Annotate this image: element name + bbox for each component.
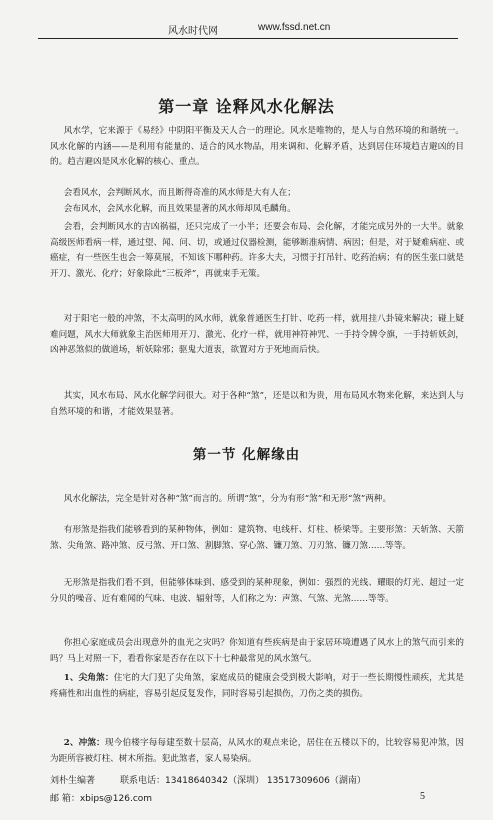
footer-editor: 刘朴生编著	[50, 776, 96, 786]
header-site-name: 风水时代网	[168, 26, 218, 37]
chapter-title: 第一章 诠释风水化解法	[158, 97, 335, 116]
intro-paragraph: 对于阳宅一般的冲煞，不太高明的风水师，就象普通医生打针、吃药一样，就用挂八卦镜来解决；碰上疑难问题，风水大师就象主治医师用开刀、激光、化疗一样，就用神符神咒、一手持令牌令旗，一手持斩妖剑，凶神恶煞似的做道场，斩妖除邪；驱鬼大道衷，欲置对方于死地而后快。	[50, 314, 464, 355]
intro-paragraph: 其实，风水布局、风水化解学问很大。对于各种“煞”，还是以和为贵，用布局风水物来化解，来达到人与自然环境的和谐，才能效果显著。	[50, 391, 464, 417]
page-number: 5	[420, 791, 425, 802]
numbered-item-text: 现今伯楼字每每建至数十层高，从风水的观点来论，居住在五楼以下的，比较容易犯冲煞，因为距所容被灯柱、树木所指。犯此煞者，家人易染病。	[50, 738, 464, 764]
section-paragraph: 无形煞是指我们看不到，但能够体味到、感受到的某种现象，例如：强烈的光线、耀眼的灯光、超过一定分贝的噪音、近有难闻的气味、电波、辐射等，人们称之为：声煞、气煞、光煞……等等。	[50, 578, 464, 604]
numbered-item-text: 住宅的大门犯了尖角煞，家庭成员的健康会受到极大影响，对于一些长期慢性顽疾，尤其是疼痛性和出血性的病症，容易引起反复发作，同时容易引起损伤，刀伤之类的损伤。	[50, 673, 464, 699]
header-divider	[38, 38, 458, 39]
section-paragraph: 风水化解法，完全是针对各种“煞”而言的。所谓“煞”，分为有形“煞”和无形“煞”两种。	[63, 494, 392, 504]
intro-paragraph: 会看，会判断风水的吉凶祸福，还只完成了一小半；还要会布局、会化解，才能完成另外的一大半。就象高级医师看病一样，通过望、闻、问、切，或通过仪器检测，能够断准病情、病因；但是，对于疑难病症、或癌症，有一些医生也会一筹莫展，不知该下哪种药。许多大夫，习惯于打吊针、吃药治病；有的医生张口就是开刀、激光、化疗；好象除此“三板斧”，再就束手无策。	[50, 222, 464, 279]
intro-paragraph: 会布风水，会风水化解，而且效果显著的风水师却凤毛麟角。	[63, 204, 296, 214]
footer-email[interactable]: 邮 箱：xbips@126.com	[50, 794, 153, 804]
numbered-item	[50, 736, 464, 767]
numbered-item	[50, 671, 464, 702]
section-paragraph: 有形煞是指我们能够看到的某种物体，例如：建筑物、电线杆、灯柱、桥梁等。主要形煞：天斩煞、天箭煞、尖角煞、路冲煞、反弓煞、开口煞、割脚煞、穿心煞、镰刀煞、刀刃煞、镰刀煞……等等。	[50, 525, 464, 551]
intro-paragraph: 风水学，它来源于《易经》中阴阳平衡及天人合一的理论。风水是唯物的，是人与自然环境的和谐统一。风水化解的内涵——是利用有能量的、适合的风水物品，用来调和、化解矛盾，达到居住环境趋吉避凶的目的。趋吉避凶是风水化解的核心、重点。	[50, 126, 464, 167]
section-title: 第一节 化解缘由	[192, 447, 301, 463]
intro-paragraph: 会看风水，会判断风水，而且断得奇准的风水师是大有人在；	[63, 188, 296, 198]
section-paragraph: 你担心家庭成员会出现意外的血光之灾吗？你知道有些疾病是由于家居环境遭遇了风水上的煞气而引来的吗？马上对照一下，看看你家是否存在以下十七种最常见的风水煞气。	[50, 638, 464, 664]
numbered-item-label: 2、冲煞：	[63, 738, 105, 748]
footer-phone: 联系电话：13418640342（深圳） 13517309606（湖南）	[120, 776, 366, 786]
header-site-url[interactable]: www.fssd.net.cn	[258, 22, 331, 33]
numbered-item-label: 1、尖角煞：	[63, 673, 114, 683]
